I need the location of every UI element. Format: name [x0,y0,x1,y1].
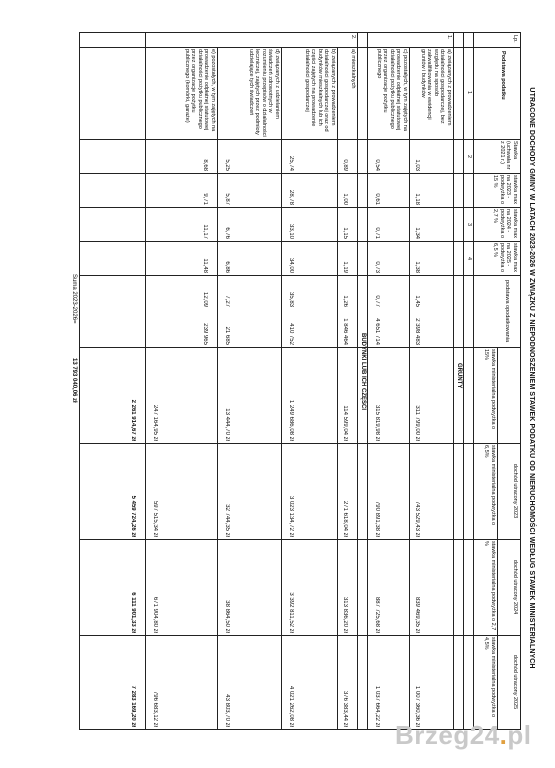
row-base: 2 398 483 [414,318,420,345]
document-title: UTRACONE DOCHODY GMINY W LATACH 2023-2026 W ZWIĄZKU Z NIEPODNOSZENIEM STAWEK PODATKU OD NIERUCHOMOŚCI WEDŁUG STAWEK MINISTERIALNYCH [528,87,535,669]
row-loss-2026: 1 037 664,22 zł [374,685,380,727]
watermark-pre: Brzeg24 [395,720,500,750]
header-loss-2025: dochód utracony 2025 [512,654,518,710]
header-rate-current: Stawka (uchwała nr z 2021 r.) [499,141,518,170]
header-rate-2024: stawka max na 2023 - podwyżka o 15 % [492,175,518,205]
row-rate-2025: 0,73 [374,261,380,273]
row-label: c) pozostałych, w tym zajętych na prowadzenie odpłatnej statutowej działalności pożytku publicznego przez organizacje pożytku publicznego [376,49,408,131]
row-rate-2024: 0,71 [374,227,380,239]
row-loss-2024: 597 515,34 zł [152,500,158,537]
row-rate-2023: 9,71 [202,193,208,205]
row-label: a) mieszkalnych [350,49,356,89]
grand-total-label: Suma 2023-2026= [71,274,77,324]
row-loss-2026: 1 007 360,36 zł [414,685,420,727]
total-2026: 7 283 169,20 zł [130,685,136,727]
row-rate-2024: 11,17 [202,224,208,239]
row-loss-2024: 3 023 134,72 zł [288,495,294,537]
row-base: 410 752 [288,323,294,345]
header-rate-2026: stawka max na 2025 - podwyżka o 6,5 % [492,243,518,273]
row-rate-2025: 1,38 [414,261,420,273]
row-loss-2025: 887 725,68 zł [374,596,380,633]
total-2023: 2 261 914,67 zł [130,399,136,441]
row-rate-2023: 28,78 [288,189,294,205]
row-rate-2026: 1,26 [342,295,348,307]
row-rate-2025: 6,86 [224,261,230,273]
row-loss-2024: 32 744,35 zł [224,504,230,537]
row-rate-2024: 1,15 [342,227,348,239]
brzeg24-watermark [395,720,532,751]
row-rate-2023: 1,18 [414,193,420,205]
section-budynki: BUDYNKI LUB ICH CZĘŚCI [360,333,366,411]
header-subject: Podstawa podatku [500,51,506,100]
colnum-2: 2 [466,155,472,159]
row-loss-2024: 790 891,38 zł [374,500,380,537]
row-group-2: 2. [350,35,356,40]
header-rate-2025: stawka max na 2024 - podwyżka o 2,7 % [492,209,518,239]
row-label: d) związanych z udzielaniem świadczeń zdrowotnych w rozumieniu przepisów o działalności leczniczej, zajętych przez podmioty udzielające tych świadczeń [248,49,280,137]
row-loss-2023: 114 599,04 zł [342,405,348,441]
row-loss-2023: 1 249 686,08 zł [288,399,294,441]
row-loss-2026: 43 803,70 zł [224,694,230,727]
row-rate-2024: 33,10 [288,223,294,239]
row-rate: 25,74 [288,155,294,171]
row-loss-2024: 743 529,43 zł [414,500,420,537]
header-sub-2023: stawka ministerialna podwyżka o 15% [483,349,496,430]
row-rate-2026: 7,27 [224,295,230,307]
row-loss-2023: 13 444,70 zł [224,408,230,441]
row-base: 21 685 [224,326,230,345]
row-rate-2025: 1,19 [342,261,348,273]
row-label: e) pozostałych, w tym zajętych na prowadzenie odpłatnej statutowej działalności pożytku publicznego przez organizacje pożytku publicznego (komórki, garaże) [184,49,216,132]
row-loss-2026: 376 383,44 zł [342,690,348,727]
total-2025: 6 111 901,33 zł [130,592,136,633]
watermark-dot: . [499,720,508,750]
row-label: a) związanych z prowadzeniem działalności gospodarczej, bez względu na sposób zakwalifikowania w ewidencji gruntów i budynków [420,49,452,126]
row-rate-2026: 0,77 [374,295,380,307]
row-loss-2023: 311 799,00 zł [414,405,420,441]
row-loss-2023: 247 164,95 zł [152,404,158,441]
header-lp: Lp. [512,35,518,43]
row-loss-2025: 38 864,50 zł [224,600,230,633]
section-grunty: GRUNTY [456,363,462,389]
row-rate-2025: 11,48 [202,258,208,273]
colnum-4: 4 [466,257,472,261]
row-loss-2026: 796 683,12 zł [152,690,158,727]
header-loss-2023: dochód utracony 2023 [512,463,518,519]
row-label: b) związanych z prowadzeniem działalności gospodarczej oraz od budynków mieszkalnych lub ich części zajętych na prowadzenie działalności gospodarczej [304,49,336,132]
total-2024: 5 459 724,26 zł [130,495,136,537]
row-rate-2023: 1,00 [342,193,348,205]
row-base: 4 651 714 [374,318,380,345]
row-rate-2024: 1,34 [414,227,420,239]
row-base: 1 846 464 [342,318,348,345]
tax-table [79,32,521,730]
header-base: podstawa opodatkowania [504,279,510,343]
row-rate-2024: 6,76 [224,227,230,239]
row-loss-2025: 313 836,20 zł [342,596,348,633]
row-rate-2026: 35,83 [288,291,294,307]
watermark-post: pl [507,720,532,750]
colnum-1: 1 [466,91,472,95]
row-rate: 5,25 [224,159,230,171]
header-sub-2024: stawka ministerialna podwyżka o 6,5% [483,445,496,526]
row-rate: 8,68 [202,159,208,171]
header-sub-2026: stawka ministerialna podwyżka o 4,5% [483,637,496,718]
row-rate: 0,89 [342,159,348,171]
row-loss-2026: 4 021 262,08 zł [288,685,294,727]
row-rate-2026: 1,45 [414,295,420,307]
header-loss-2024: dochód utracony 2024 [512,559,518,615]
row-loss-2025: 671 904,80 zł [152,596,158,633]
row-rate-2026: 12,09 [202,291,208,307]
row-rate-2023: 5,87 [224,193,230,205]
row-base: 239 965 [202,323,208,345]
header-sub-2025: stawka ministerialna podwyżka o 2,7 % [483,541,496,631]
row-loss-2025: 3 392 811,52 zł [288,592,294,633]
row-rate-2023: 0,61 [374,193,380,205]
grand-total-value: 13 793 040,06 zł [71,358,77,403]
row-rate: 0,54 [374,159,380,171]
row-rate-2025: 34,00 [288,257,294,273]
rotated-table-sheet [65,28,535,728]
row-group-1: 1. [446,35,452,40]
row-loss-2025: 839 469,35 zł [414,596,420,633]
row-loss-2023: 315 819,98 zł [374,404,380,441]
row-rate: 1,03 [414,159,420,171]
row-loss-2024: 271 618,04 zł [342,500,348,537]
colnum-3: 3 [466,223,472,227]
